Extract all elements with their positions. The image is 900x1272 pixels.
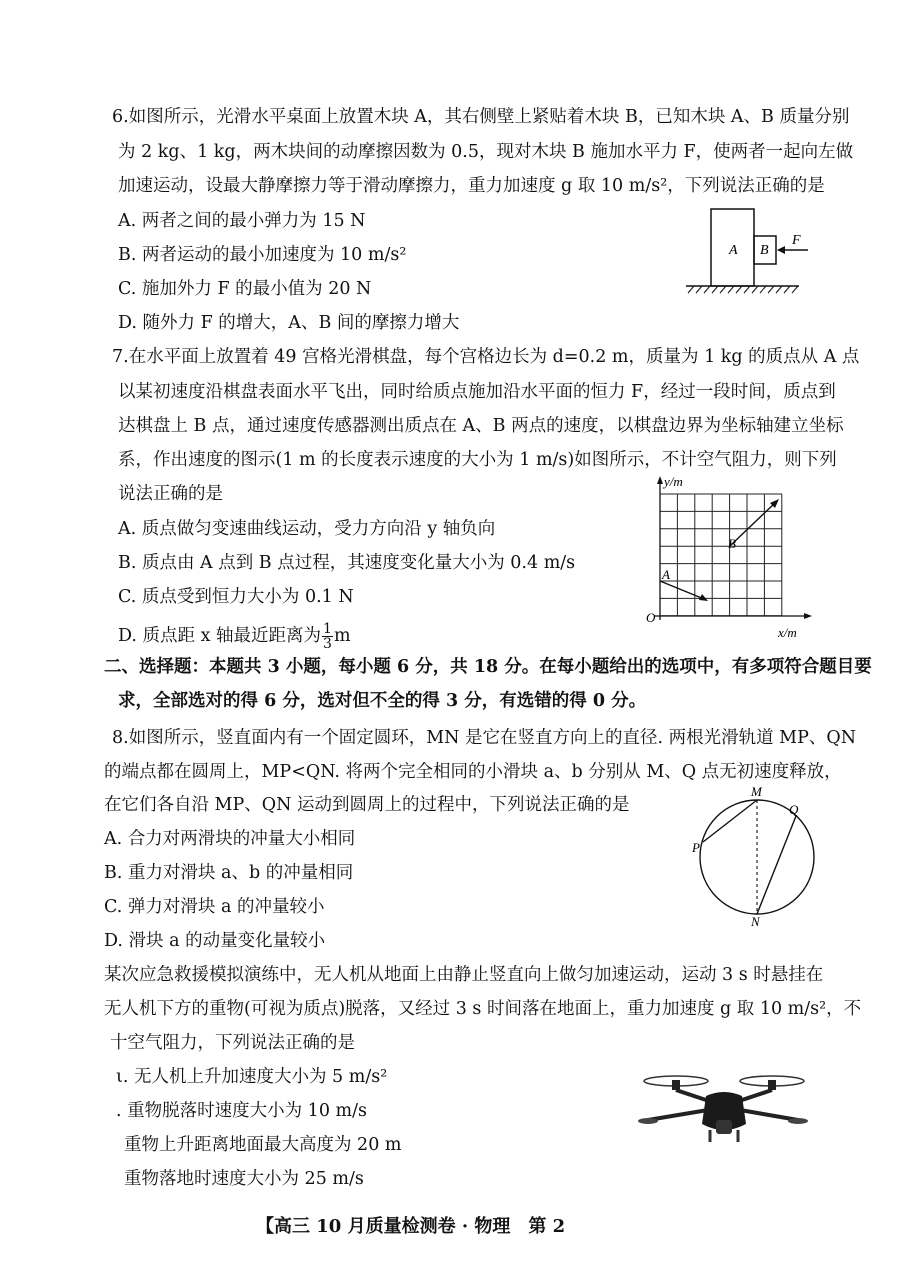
- q6-option-d[interactable]: D. 随外力 F 的增大，A、B 间的摩擦力增大: [118, 313, 460, 333]
- q6-option-c[interactable]: C. 施加外力 F 的最小值为 20 N: [118, 279, 372, 299]
- q6-option-b[interactable]: B. 两者运动的最小加速度为 10 m/s²: [118, 245, 407, 265]
- q6-stem-line-3: 加速运动，设最大静摩擦力等于滑动摩擦力，重力加速度 g 取 10 m/s²，下列说法正确的是: [118, 176, 825, 196]
- q7-stem-line-3: 达棋盘上 B 点，通过速度传感器测出质点在 A、B 两点的速度，以棋盘边界为坐标轴建立坐标: [118, 416, 844, 436]
- q6-blocks-figure: [684, 204, 814, 296]
- point-q-label: Q: [789, 802, 799, 817]
- motor-left: [672, 1080, 680, 1090]
- force-arrow-head: [777, 246, 785, 254]
- q7-option-d-text: D. 质点距 x 轴最近距离为: [118, 626, 322, 646]
- q7-option-c[interactable]: C. 质点受到恒力大小为 0.1 N: [118, 587, 354, 607]
- q8-stem-line-1: 8.如图所示，竖直面内有一个固定圆环，MN 是它在竖直方向上的直径. 两根光滑轨道 MP、QN: [112, 728, 857, 748]
- x-axis-arrow: [804, 613, 812, 619]
- q9-option-a[interactable]: ι. 无人机上升加速度大小为 5 m/s²: [116, 1067, 388, 1087]
- grid-lines: [660, 494, 782, 616]
- q9-stem-line-3: 十空气阻力，下列说法正确的是: [110, 1033, 355, 1053]
- page-footer: 【高三 10 月质量检测卷 · 物理 第 2: [256, 1216, 566, 1237]
- foot-left: [638, 1118, 658, 1124]
- point-p-label: P: [692, 840, 700, 855]
- force-label: F: [792, 233, 801, 248]
- q8-option-d[interactable]: D. 滑块 a 的动量变化量较小: [104, 931, 326, 951]
- velocity-b-arrow: [730, 502, 776, 546]
- q9-option-c[interactable]: 重物上升距离地面最大高度为 20 m: [124, 1135, 402, 1155]
- q8-option-b[interactable]: B. 重力对滑块 a、b 的冲量相同: [104, 863, 354, 883]
- q7-option-d[interactable]: [118, 622, 351, 651]
- q6-stem-line-2: 为 2 kg、1 kg，两木块间的动摩擦因数为 0.5，现对木块 B 施加水平力 F，使两者一起向左做: [118, 142, 854, 162]
- q9-option-d[interactable]: 重物落地时速度大小为 25 m/s: [124, 1169, 364, 1189]
- q6-option-a[interactable]: A. 两者之间的最小弹力为 15 N: [118, 211, 366, 231]
- ground-hatch: [688, 286, 798, 293]
- velocity-a-arrow: [660, 581, 704, 599]
- track-qn: [757, 816, 796, 914]
- velocity-a-arrowhead: [699, 594, 708, 601]
- q8-stem-line-2: 的端点都在圆周上，MP<QN. 将两个完全相同的小滑块 a、b 分别从 M、Q 点无初速度释放，: [104, 762, 842, 782]
- x-axis-label: x/m: [778, 625, 797, 640]
- q7-stem-line-1: 7.在水平面上放置着 49 宫格光滑棋盘，每个宫格边长为 d=0.2 m，质量为 1 kg 的质点从 A 点: [112, 347, 860, 367]
- origin-label: O: [646, 610, 656, 625]
- q9-stem-line-2: 无人机下方的重物(可视为质点)脱落，又经过 3 s 时间落在地面上，重力加速度 g 取 10 m/s²，不: [104, 999, 862, 1019]
- q7-stem-line-5: 说法正确的是: [118, 484, 223, 504]
- point-n-label: N: [751, 914, 760, 928]
- q8-option-a[interactable]: A. 合力对两滑块的冲量大小相同: [104, 829, 356, 849]
- block-a-label: A: [729, 243, 738, 258]
- q8-stem-line-3: 在它们各自沿 MP、QN 运动到圆周上的过程中，下列说法正确的是: [104, 795, 630, 815]
- drone-image: [636, 1068, 810, 1146]
- q7-option-d-unit: m: [333, 626, 351, 646]
- q7-option-b[interactable]: B. 质点由 A 点到 B 点过程，其速度变化量大小为 0.4 m/s: [118, 553, 576, 573]
- q8-option-c[interactable]: C. 弹力对滑块 a 的冲量较小: [104, 897, 325, 917]
- q9-stem-line-1: 某次应急救援模拟演练中，无人机从地面上由静止竖直向上做匀加速运动，运动 3 s 时悬挂在: [104, 965, 824, 985]
- y-axis-label: y/m: [664, 474, 683, 489]
- point-a-label: A: [662, 567, 670, 582]
- block-b-label: B: [760, 243, 769, 258]
- section2-line-1: 二、选择题：本题共 3 小题，每小题 6 分，共 18 分。在每小题给出的选项中，有多项符合题目要: [104, 657, 872, 677]
- q7-stem-line-2: 以某初速度沿棋盘表面水平飞出，同时给质点施加沿水平面的恒力 F，经过一段时间，质点到: [118, 382, 836, 402]
- fraction-numerator: 1: [323, 621, 332, 637]
- q6-stem-line-1: 6.如图所示，光滑水平桌面上放置木块 A，其右侧壁上紧贴着木块 B，已知木块 A、B 质量分别: [112, 107, 850, 127]
- point-b-label: B: [728, 536, 736, 551]
- q7-option-a[interactable]: A. 质点做匀变速曲线运动，受力方向沿 y 轴负向: [118, 519, 496, 539]
- drone-camera: [716, 1120, 732, 1134]
- motor-right: [768, 1080, 776, 1090]
- y-axis-arrow: [657, 476, 663, 484]
- point-m-label: M: [751, 786, 762, 799]
- foot-right: [788, 1118, 808, 1124]
- fraction-one-third: [322, 622, 333, 651]
- q7-chessboard-figure: [640, 470, 820, 642]
- q7-stem-line-4: 系，作出速度的图示(1 m 的长度表示速度的大小为 1 m/s)如图所示，不计空气阻力，则下列: [118, 450, 837, 470]
- q8-circle-figure: [690, 786, 820, 928]
- fraction-denominator: 3: [323, 636, 332, 652]
- q9-option-b[interactable]: . 重物脱落时速度大小为 10 m/s: [116, 1101, 367, 1121]
- section2-line-2: 求，全部选对的得 6 分，选对但不全的得 3 分，有选错的得 0 分。: [118, 691, 647, 711]
